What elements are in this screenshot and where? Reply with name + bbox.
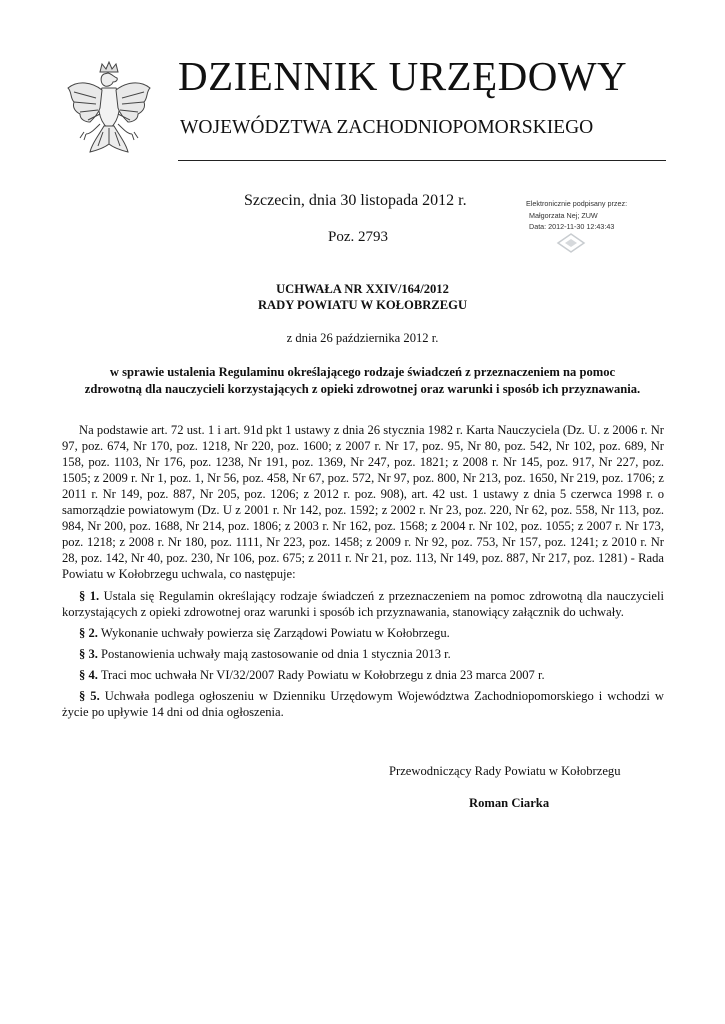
e-signature-mark-icon [556, 232, 586, 254]
preamble: Na podstawie art. 72 ust. 1 i art. 91d pkt 1 ustawy z dnia 26 stycznia 1982 r. Karta Nauczyciela (Dz. U. z 2006 r. Nr 97, poz. 674, Nr 170, poz. 1218, Nr 220, poz. 1600; z 2007 r. Nr 17, poz. 95, Nr 80, poz. 542, Nr 102, poz. 689, Nr 158, poz. 1103, Nr 176, poz. 1238, Nr 191, poz. 1369, Nr 247, poz. 1821; z 2008 r. Nr 145, poz. 917, Nr 227, poz. 1505; z 2009 r. Nr 1, poz. 1, Nr 56, poz. 458, Nr 67, poz. 572, Nr 97, poz. 800, Nr 213, poz. 1650, Nr 219, poz. 1706; z 2011 r. Nr 149, poz. 887, Nr 205, poz. 1206; z 2012 r. poz. 908), art. 42 ust. 1 ustawy z dnia 5 czerwca 1998 r. o samorządzie powiatowym (Dz. U z 2001 r. Nr 142, poz. 1592; z 2002 r. Nr 23, poz. 220, Nr 62, poz. 558, Nr 113, poz. 984, Nr 200, poz. 1688, Nr 214, poz. 1806; z 2003 r. Nr 162, poz. 1568; z 2004 r. Nr 102, poz. 1055; z 2007 r. Nr 173, poz. 1218; z 2008 r. Nr 180, poz. 1111, Nr 223, poz. 1458; z 2009 r. Nr 92, poz. 753, Nr 157, poz. 1241; z 2010 r. Nr 28, poz. 142, Nr 40, poz. 230, Nr 106, poz. 675; z 2011 r. Nr 21, poz. 113, Nr 149, poz. 887, Nr 217, poz. 1281) - Rada Powiatu w Kołobrzegu uchwala, co następuje: [62, 423, 664, 581]
section-4 [62, 667, 664, 683]
section-text: Uchwała podlega ogłoszeniu w Dzienniku Urzędowym Województwa Zachodniopomorskiego i wchodzi w życie po upływie 14 dni od dnia ogłoszenia. [62, 689, 665, 719]
place-date: Szczecin, dnia 30 listopada 2012 r. [244, 192, 467, 209]
resolution-number: UCHWAŁA NR XXIV/164/2012 [276, 282, 449, 296]
polish-eagle-emblem-icon [62, 58, 156, 166]
section-text: Ustala się Regulamin określający rodzaje świadczeń z przeznaczeniem na pomoc zdrowotną dla nauczycieli korzystających z opieki zdrowotnej oraz warunki i sposób ich przyznawania, stanowiący załącznik do uchwały. [62, 589, 665, 619]
section-text: Postanowienia uchwały mają zastosowanie od dnia 1 stycznia 2013 r. [101, 647, 451, 661]
resolution-date: z dnia 26 października 2012 r. [286, 331, 439, 345]
section-label: § 3. [79, 647, 98, 661]
resolution-body [62, 422, 664, 725]
e-signature-signer: Małgorzata Nej; ZUW [529, 210, 598, 220]
section-label: § 2. [79, 626, 98, 640]
section-text: Wykonanie uchwały powierza się Zarządowi Powiatu w Kołobrzegu. [100, 626, 450, 640]
section-label: § 1. [79, 589, 100, 603]
section-5 [62, 688, 664, 720]
resolution-authority: RADY POWIATU W KOŁOBRZEGU [257, 298, 468, 312]
resolution-subject-line-1: w sprawie ustalenia Regulaminu określającego rodzaje świadczeń z przeznaczeniem na pomoc [109, 365, 616, 379]
section-label: § 4. [79, 668, 98, 682]
e-signature-date: Data: 2012-11-30 12:43:43 [529, 222, 615, 231]
section-3 [62, 646, 664, 662]
signatory-name: Roman Ciarka [469, 796, 550, 810]
header-divider [178, 160, 666, 161]
position-number: Poz. 2793 [328, 229, 388, 245]
section-label: § 5. [79, 689, 100, 703]
section-1 [62, 588, 664, 620]
section-2 [62, 625, 664, 641]
e-signature-box [526, 198, 627, 233]
e-signature-line-1: Elektronicznie podpisany przez: [526, 199, 628, 208]
resolution-subject-line-2: zdrowotną dla nauczycieli korzystających z opieki zdrowotnej oraz warunki i sposób ich przyznawania. [84, 382, 641, 396]
resolution-title [0, 281, 725, 313]
section-text: Traci moc uchwała Nr VI/32/2007 Rady Powiatu w Kołobrzegu z dnia 23 marca 2007 r. [100, 668, 545, 682]
resolution-subject [0, 364, 725, 398]
signatory-role: Przewodniczący Rady Powiatu w Kołobrzegu [389, 764, 621, 778]
journal-title: DZIENNIK URZĘDOWY [178, 53, 628, 99]
journal-subtitle: WOJEWÓDZTWA ZACHODNIOPOMORSKIEGO [180, 117, 594, 138]
